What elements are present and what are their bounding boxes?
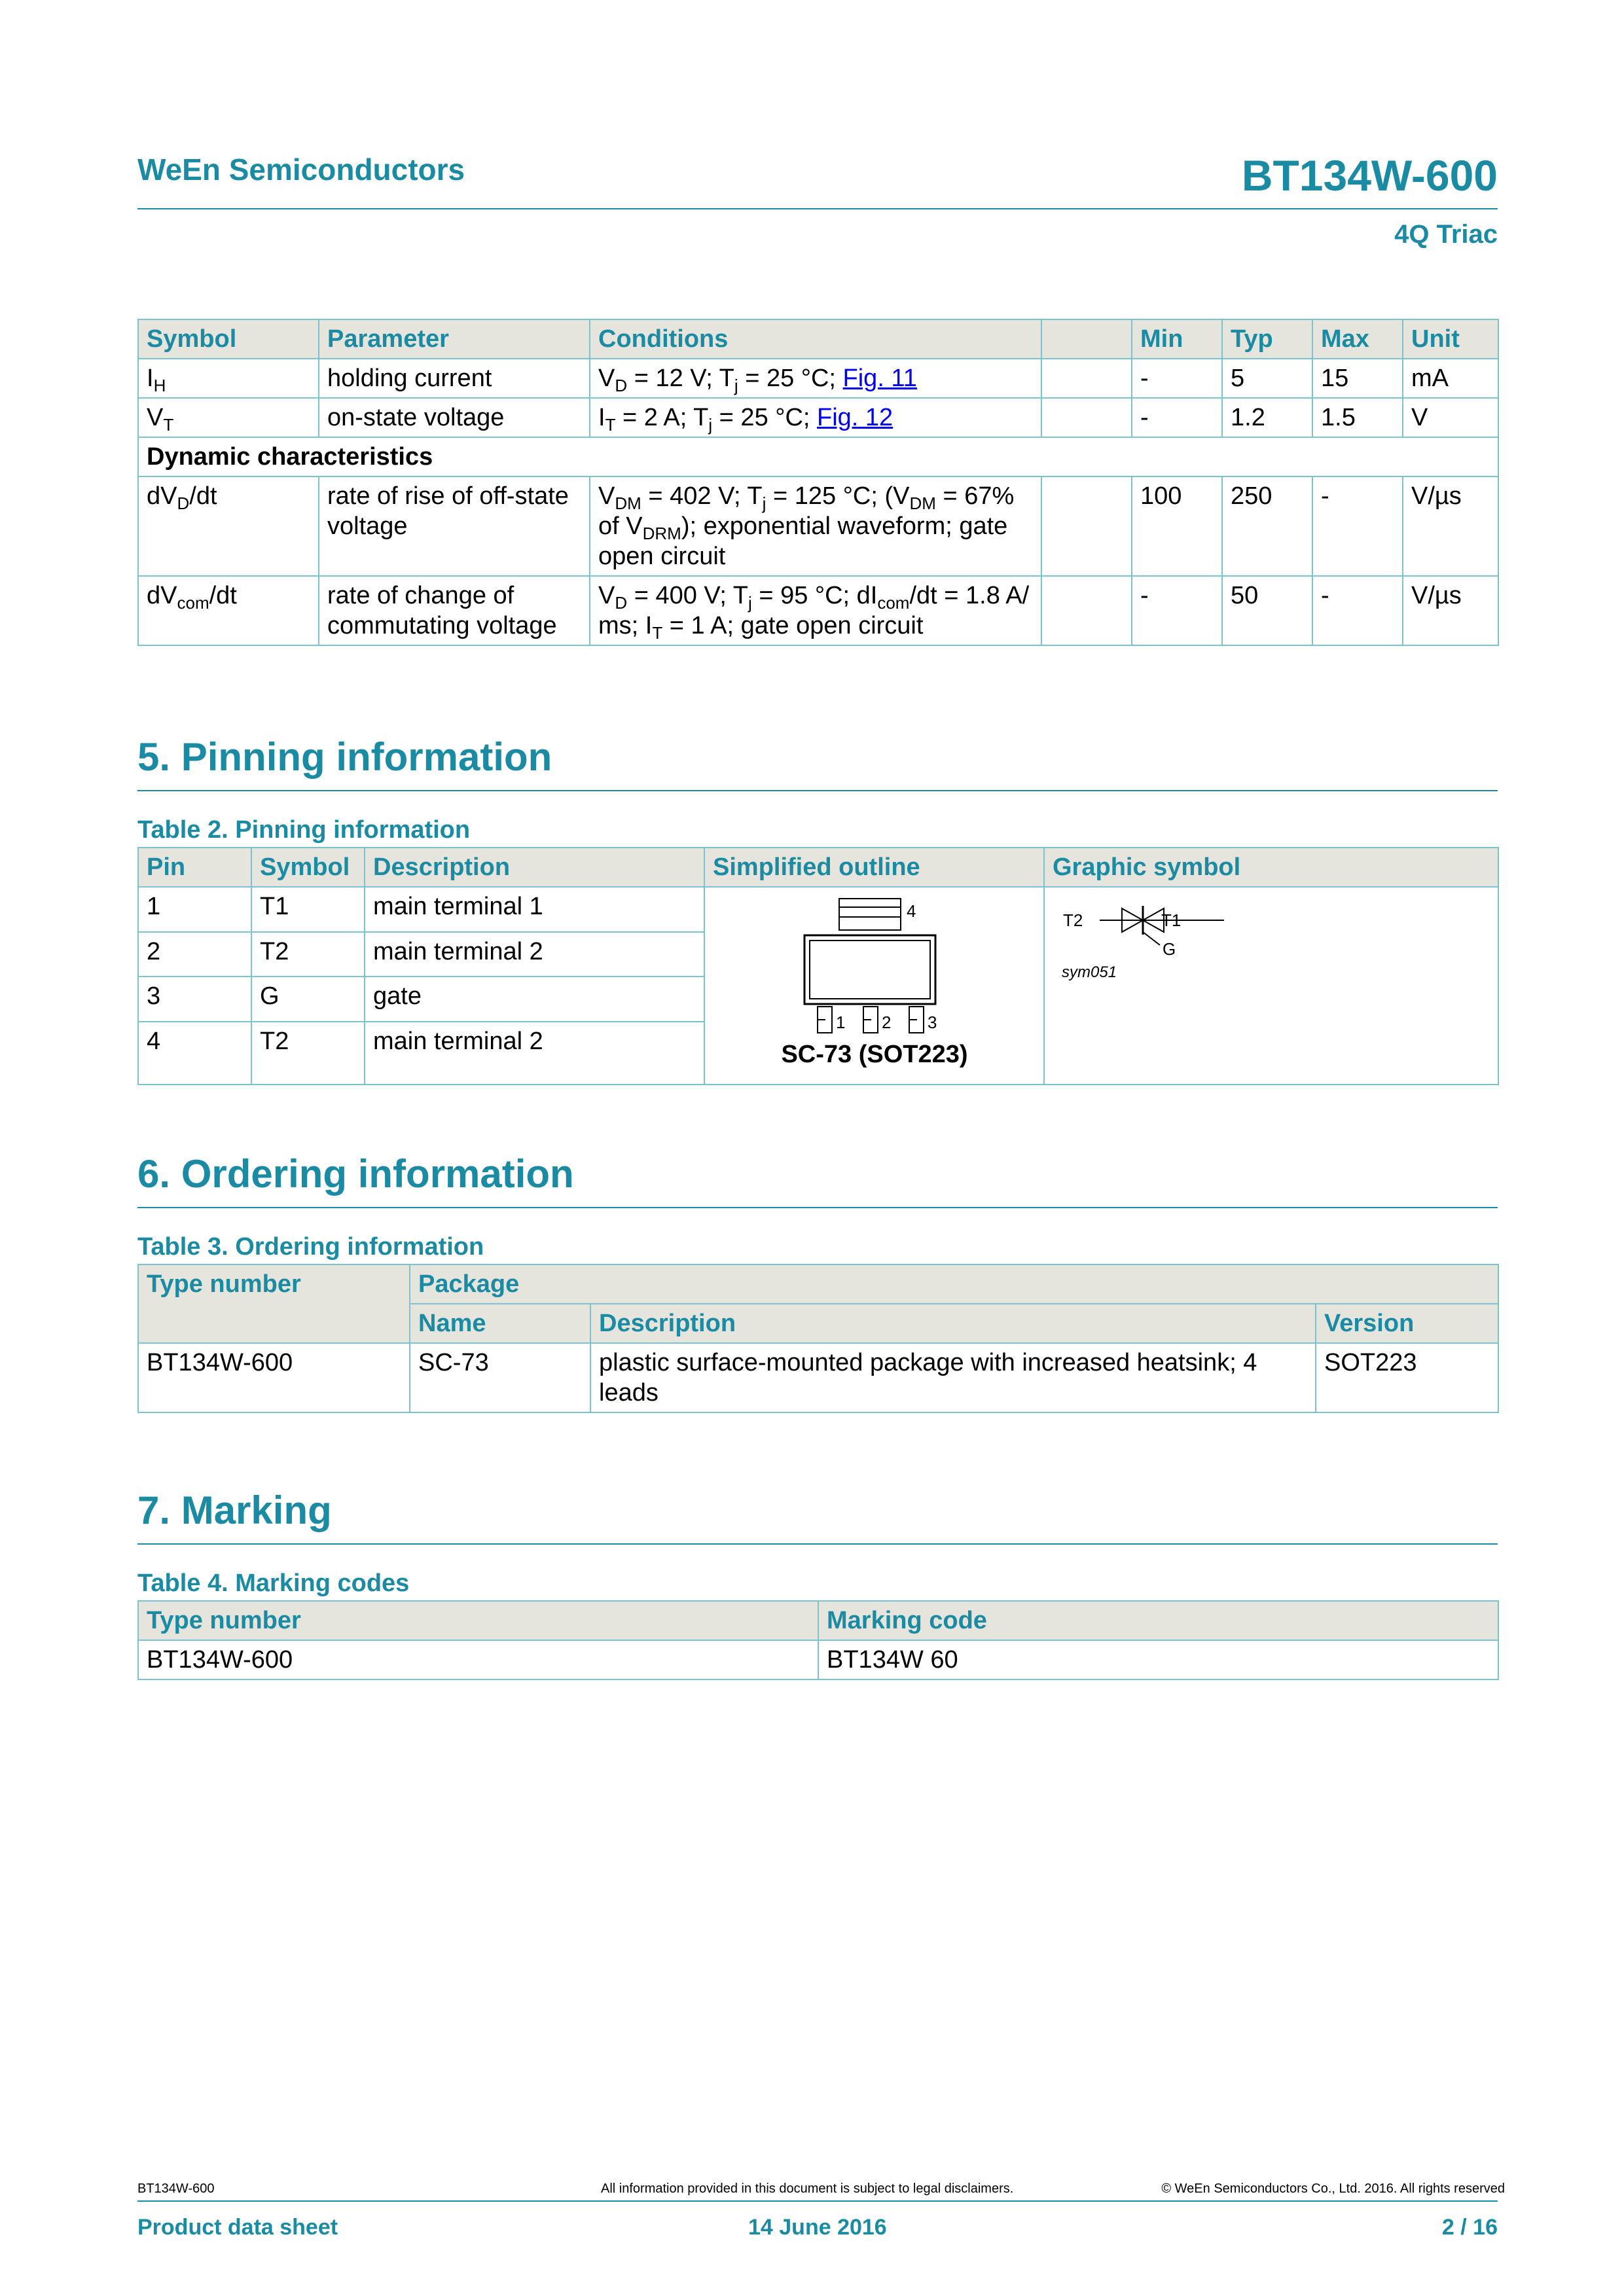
col-min: Min	[1132, 319, 1222, 359]
col-graphic: Graphic symbol	[1044, 848, 1498, 887]
pin-label-1: 1	[836, 1013, 846, 1032]
col-conditions: Conditions	[590, 319, 1041, 359]
cell-parameter: holding current	[319, 359, 590, 398]
package-tab	[839, 899, 901, 930]
outline-cell	[704, 887, 1044, 1085]
cell-unit: V/µs	[1403, 576, 1498, 645]
fig-12-link[interactable]: Fig. 12	[817, 404, 893, 431]
cell-conditions: $I_T = 2$ A; $T_j = 25$ °C; Fig. 12	[590, 398, 1041, 437]
col-description: Description	[590, 1304, 1316, 1343]
col-name: Name	[410, 1304, 590, 1343]
table-header-row	[138, 1601, 1498, 1640]
marking-table	[137, 1600, 1499, 1680]
pinning-section-title: 5. Pinning information	[137, 735, 552, 779]
cell-symbol: $dV_{com}/dt$	[138, 576, 319, 645]
table-header-row	[138, 848, 1498, 887]
table-header-row	[138, 319, 1498, 359]
col-unit: Unit	[1403, 319, 1498, 359]
marking-table-caption: Table 4. Marking codes	[137, 1570, 410, 1597]
marking-section-title: 7. Marking	[137, 1488, 332, 1532]
cell-description: main terminal 2	[365, 932, 704, 977]
cell-min: -	[1132, 398, 1222, 437]
table-row	[138, 887, 1498, 932]
cell-name: SC-73	[410, 1343, 590, 1412]
table-row	[138, 398, 1498, 437]
table-row	[138, 1343, 1498, 1412]
cell-type-number: BT134W-600	[138, 1640, 818, 1679]
cell-pin: 3	[138, 977, 251, 1022]
cell-unit: mA	[1403, 359, 1498, 398]
symbol-label-t2: T2	[1063, 910, 1083, 930]
col-package: Package	[410, 1265, 1498, 1304]
cell-unit: V/µs	[1403, 476, 1498, 576]
col-max: Max	[1312, 319, 1403, 359]
ordering-section-title: 6. Ordering information	[137, 1152, 574, 1196]
section-rule	[137, 1207, 1498, 1208]
pin-label-2: 2	[882, 1013, 892, 1032]
cell-typ: 50	[1222, 576, 1312, 645]
cell-parameter: on-state voltage	[319, 398, 590, 437]
cell-max: 1.5	[1312, 398, 1403, 437]
footer-date: 14 June 2016	[748, 2215, 887, 2240]
col-description: Description	[365, 848, 704, 887]
ordering-table-caption: Table 3. Ordering information	[137, 1233, 484, 1261]
symbol-ref-label: sym051	[1062, 963, 1117, 981]
cell-conditions: $V_D = 400$ V; $T_j = 95$ °C; $dI_{com}/dt = 1.8$ A/ ms; $I_T = 1$ A; gate open circuit	[590, 576, 1041, 645]
fig-11-link[interactable]: Fig. 11	[842, 365, 917, 392]
col-symbol: Symbol	[138, 319, 319, 359]
outline-package-label: SC-73 (SOT223)	[781, 1041, 968, 1068]
table-header-row	[138, 1265, 1498, 1304]
cell-max: 15	[1312, 359, 1403, 398]
pinning-table	[137, 847, 1499, 1085]
col-symbol: Symbol	[251, 848, 365, 887]
dynamic-characteristics-heading: Dynamic characteristics	[138, 437, 1498, 476]
cell-symbol: $dV_D/dt$	[138, 476, 319, 576]
cell-min: -	[1132, 576, 1222, 645]
col-version: Version	[1316, 1304, 1498, 1343]
graphic-symbol-cell	[1044, 887, 1498, 1085]
ordering-table	[137, 1264, 1499, 1413]
footer-doc-id: BT134W-600	[137, 2181, 215, 2196]
cell-pin: 4	[138, 1022, 251, 1085]
section-rule	[137, 1543, 1498, 1545]
characteristics-table	[137, 319, 1499, 646]
cell-unit: V	[1403, 398, 1498, 437]
cell-description: plastic surface-mounted package with increased heatsink; 4 leads	[590, 1343, 1316, 1412]
cell-marking-code: BT134W 60	[818, 1640, 1498, 1679]
cell-pin: 2	[138, 932, 251, 977]
cell-version: SOT223	[1316, 1343, 1498, 1412]
col-type-number: Type number	[138, 1265, 410, 1343]
sot223-outline-drawing	[705, 888, 1045, 1084]
col-typ: Typ	[1222, 319, 1312, 359]
symbol-label-g: G	[1163, 939, 1176, 959]
company-name: WeEn Semiconductors	[137, 152, 465, 187]
col-pin: Pin	[138, 848, 251, 887]
cell-symbol: G	[251, 977, 365, 1022]
device-subtitle: 4Q Triac	[1394, 220, 1498, 249]
table-row	[138, 476, 1498, 576]
cell-pin: 1	[138, 887, 251, 932]
symbol-label-t1: T1	[1161, 910, 1182, 930]
cell-conditions: $V_{DM} = 402$ V; $T_j = 125$ °C; ($V_{DM} = 67\%$ of $V_{DRM}$); exponential waveform; gate open circuit	[590, 476, 1041, 576]
footer-copyright: © WeEn Semiconductors Co., Ltd. 2016. All rights reserved	[1161, 2181, 1505, 2196]
cell-symbol: T2	[251, 932, 365, 977]
cell-min: 100	[1132, 476, 1222, 576]
triac-symbol-drawing	[1045, 888, 1499, 1084]
cell-symbol: $I_H$	[138, 359, 319, 398]
col-parameter: Parameter	[319, 319, 590, 359]
cell-description: gate	[365, 977, 704, 1022]
pin-label-3: 3	[928, 1013, 937, 1032]
col-empty	[1041, 319, 1132, 359]
part-number: BT134W-600	[1241, 151, 1498, 200]
table-row	[138, 576, 1498, 645]
table-row	[138, 359, 1498, 398]
pinning-table-caption: Table 2. Pinning information	[137, 816, 471, 844]
cell-description: main terminal 1	[365, 887, 704, 932]
table-section-row	[138, 437, 1498, 476]
cell-symbol: $V_T$	[138, 398, 319, 437]
cell-typ: 1.2	[1222, 398, 1312, 437]
col-type-number: Type number	[138, 1601, 818, 1640]
cell-max: -	[1312, 576, 1403, 645]
header-rule	[137, 208, 1498, 209]
cell-type-number: BT134W-600	[138, 1343, 410, 1412]
cell-typ: 250	[1222, 476, 1312, 576]
table-row	[138, 1640, 1498, 1679]
cell-description: main terminal 2	[365, 1022, 704, 1085]
cell-parameter: rate of change of commutating voltage	[319, 576, 590, 645]
cell-conditions: $V_D = 12$ V; $T_j = 25$ °C; Fig. 11	[590, 359, 1041, 398]
footer-page-number: 2 / 16	[1441, 2215, 1498, 2240]
col-marking-code: Marking code	[818, 1601, 1498, 1640]
col-outline: Simplified outline	[704, 848, 1044, 887]
cell-max: -	[1312, 476, 1403, 576]
footer-doc-type: Product data sheet	[137, 2215, 338, 2240]
cell-typ: 5	[1222, 359, 1312, 398]
package-body	[804, 935, 935, 1004]
section-rule	[137, 790, 1498, 791]
cell-symbol: T2	[251, 1022, 365, 1085]
pin-label-4: 4	[907, 901, 916, 921]
footer-disclaimer: All information provided in this document is subject to legal disclaimers.	[601, 2181, 1014, 2196]
footer-rule	[137, 2200, 1498, 2202]
cell-min: -	[1132, 359, 1222, 398]
cell-symbol: T1	[251, 887, 365, 932]
cell-parameter: rate of rise of off-state voltage	[319, 476, 590, 576]
